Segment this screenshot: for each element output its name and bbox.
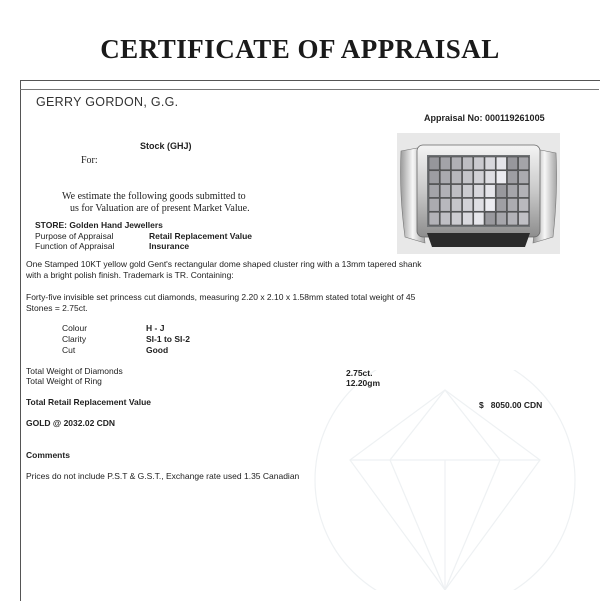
function-label: Function of Appraisal xyxy=(35,241,115,251)
princess-diamond-icon xyxy=(463,198,473,211)
certificate-inner-rule xyxy=(20,89,599,90)
princess-diamond-icon xyxy=(463,157,473,170)
princess-diamond-icon xyxy=(519,157,529,170)
princess-diamond-icon xyxy=(485,157,495,170)
princess-diamond-icon xyxy=(496,157,506,170)
ring-photo xyxy=(397,133,560,254)
princess-diamond-icon xyxy=(496,171,506,184)
princess-diamond-icon xyxy=(429,198,439,211)
comments-heading: Comments xyxy=(26,450,70,460)
princess-diamond-icon xyxy=(451,171,461,184)
diamond-watermark-icon xyxy=(290,370,600,590)
certificate-title: CERTIFICATE OF APPRAISAL xyxy=(100,34,500,64)
princess-diamond-icon xyxy=(440,198,450,211)
diamond-ring-photo-icon xyxy=(397,133,560,254)
princess-diamond-icon xyxy=(451,185,461,198)
estimate-line: We estimate the following goods submitted to xyxy=(62,191,246,202)
princess-diamond-icon xyxy=(463,212,473,225)
princess-diamond-icon xyxy=(474,185,484,198)
diamond-weight-label: Total Weight of Diamonds xyxy=(26,366,123,376)
princess-diamond-icon xyxy=(507,185,517,198)
princess-diamond-icon xyxy=(474,198,484,211)
princess-diamond-icon xyxy=(451,157,461,170)
purpose-value: Retail Replacement Value xyxy=(149,231,252,241)
clarity-label: Clarity xyxy=(62,334,87,344)
princess-diamond-icon xyxy=(429,171,439,184)
princess-diamond-icon xyxy=(507,157,517,170)
ring-description xyxy=(26,259,422,280)
princess-diamond-icon xyxy=(463,171,473,184)
ring-weight-label: Total Weight of Ring xyxy=(26,376,102,386)
total-value-label: Total Retail Replacement Value xyxy=(26,397,152,407)
for-label: For: xyxy=(81,155,98,166)
princess-diamond-icon xyxy=(519,185,529,198)
princess-diamond-icon xyxy=(485,212,495,225)
princess-diamond-icon xyxy=(440,185,450,198)
princess-diamond-icon xyxy=(440,157,450,170)
princess-diamond-icon xyxy=(429,185,439,198)
description-line: Stones = 2.75ct. xyxy=(26,302,88,313)
princess-diamond-icon xyxy=(485,185,495,198)
description-line: with a bright polish finish. Trademark is TR. Containing: xyxy=(26,269,234,280)
princess-diamond-icon xyxy=(440,212,450,225)
princess-diamond-icon xyxy=(451,212,461,225)
description-line: One Stamped 10KT yellow gold Gent's rectangular dome shaped cluster ring with a 13mm tapered shank xyxy=(26,259,422,269)
princess-diamond-icon xyxy=(429,212,439,225)
princess-diamond-icon xyxy=(440,171,450,184)
colour-value: H - J xyxy=(146,323,165,333)
princess-diamond-icon xyxy=(474,212,484,225)
princess-diamond-icon xyxy=(496,198,506,211)
princess-diamond-icon xyxy=(507,212,517,225)
description-line: Forty-five invisible set princess cut diamonds, measuring 2.20 x 2.10 x 1.58mm stated total weight of 45 xyxy=(26,292,416,302)
princess-diamond-icon xyxy=(507,198,517,211)
diamond-description xyxy=(26,292,415,313)
estimate-line: us for Valuation are of present Market Value. xyxy=(70,203,250,214)
princess-diamond-icon xyxy=(519,212,529,225)
gold-price: GOLD @ 2032.02 CDN xyxy=(26,418,116,428)
princess-diamond-icon xyxy=(485,198,495,211)
princess-diamond-icon xyxy=(519,198,529,211)
princess-diamond-icon xyxy=(485,171,495,184)
cut-value: Good xyxy=(146,345,169,355)
princess-diamond-icon xyxy=(507,171,517,184)
diamond-weight-value: 2.75ct. xyxy=(346,368,373,378)
princess-diamond-icon xyxy=(451,198,461,211)
ring-weight-value: 12.20gm xyxy=(346,378,381,388)
princess-diamond-icon xyxy=(519,171,529,184)
estimate-statement xyxy=(62,191,250,215)
colour-label: Colour xyxy=(62,323,88,333)
princess-diamond-icon xyxy=(496,212,506,225)
princess-diamond-icon xyxy=(474,157,484,170)
function-value: Insurance xyxy=(149,241,190,251)
prices-note: Prices do not include P.S.T & G.S.T., Exchange rate used 1.35 Canadian xyxy=(26,471,300,481)
cut-label: Cut xyxy=(62,345,76,355)
stock-code: Stock (GHJ) xyxy=(140,141,192,151)
appraiser-name: GERRY GORDON, G.G. xyxy=(36,95,179,109)
princess-diamond-icon xyxy=(474,171,484,184)
purpose-label: Purpose of Appraisal xyxy=(35,231,114,241)
store-name: STORE: Golden Hand Jewellers xyxy=(35,220,163,230)
appraisal-number: Appraisal No: 000119261005 xyxy=(424,113,545,123)
princess-diamond-icon xyxy=(463,185,473,198)
total-value: $ 8050.00 CDN xyxy=(479,400,543,410)
princess-diamond-icon xyxy=(429,157,439,170)
princess-diamond-icon xyxy=(496,185,506,198)
clarity-value: SI-1 to SI-2 xyxy=(146,334,190,344)
